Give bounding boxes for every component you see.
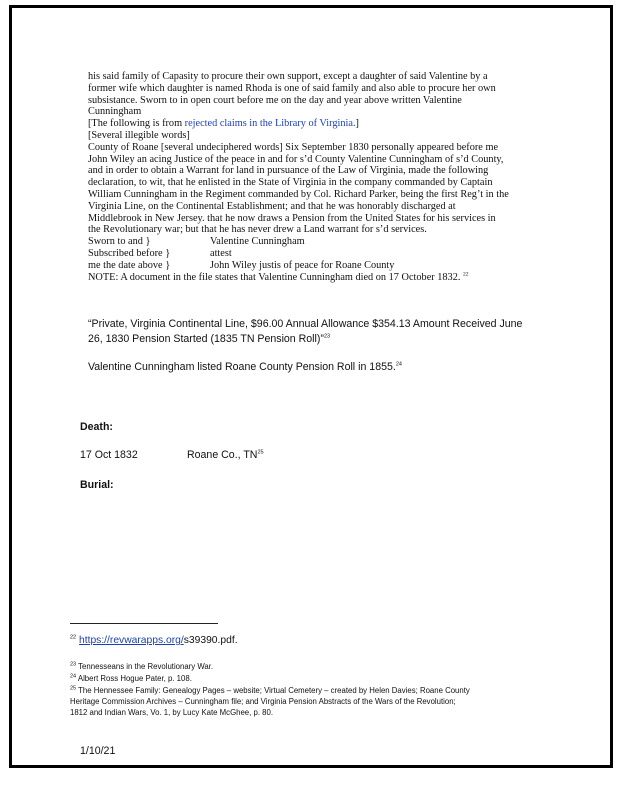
declaration-line: and in order to obtain a Warrant for land in pursuance of the Law of Virginia, made the following [88,165,489,177]
quote-line: “Private, Virginia Continental Line, $96.00 Annual Allowance $354.13 Amount Received June [88,318,523,330]
footnote-ref[interactable]: 23 [323,333,331,340]
letter-line: subsistance. Sworn to in open court before me on the day and year above written Valentine [88,94,462,106]
signature-row [88,236,540,248]
note-line [88,272,540,284]
footnote-ref[interactable]: 22 [463,271,469,278]
burial-heading: Burial: [80,479,114,491]
death-date: 17 Oct 1832 [80,449,138,461]
rejected-claims-line [88,118,540,130]
signature-right: John Wiley justis of peace for Roane County [210,259,395,271]
letter-line: Cunningham [88,106,142,118]
illegible-line: [Several illegible words] [88,129,190,141]
rejected-prefix: [The following is from [88,118,185,130]
footnote-22 [70,634,540,647]
footnote-ref[interactable]: 25 [257,449,264,456]
footnote-25-line: 1812 and Indian Wars, Vo. 1, by Lucy Kate McGhee, p. 80. [70,708,273,717]
footnote-25-text: The Hennessee Family: Genealogy Pages – website; Virtual Cemetery – created by Helen Davies; Roane County [78,686,470,695]
footnote-number: 23 [70,661,77,668]
declaration-line: the Revolutionary war; but that he has never drew a Land warrant for s’d services. [88,224,427,236]
signature-right: Valentine Cunningham [210,236,305,248]
pension-roll-text: Valentine Cunningham listed Roane County Pension Roll in 1855. [88,361,396,373]
footnote-24-text: Albert Ross Hogue Pater, p. 108. [77,674,192,683]
page-date: 1/10/21 [80,745,116,757]
footnote-24 [70,673,540,684]
note-text: NOTE: A document in the file states that Valentine Cunningham died on 17 October 1832. [88,271,461,283]
letter-line: former wife which daughter is named Rhoda is one of said family and also able to procure her own [88,82,496,94]
transcription-block [88,71,540,283]
declaration-line: John Wiley an acing Justice of the peace in and for s’d County Valentine Cunningham of s’d County, [88,153,504,165]
declaration-line: declaration, to wit, that he enlisted in the State of Virginia in the company commanded by Captain [88,177,493,189]
footnote-separator [70,623,218,624]
letter-line: his said family of Capasity to procure their own support, except a daughter of said Valentine by a [88,71,488,82]
footnote-number: 24 [70,673,77,680]
death-place-text: Roane Co., TN [187,449,258,461]
footnote-22-rest: s39390.pdf. [183,635,238,646]
signature-row [88,260,540,272]
declaration-line: William Cunningham in the Regiment commanded by Col. Richard Parker, being the first Reg’t in the [88,188,509,200]
pension-quote [88,317,548,347]
footnote-25-line [70,685,540,696]
signature-left: me the date above } [88,259,171,271]
revwarapps-link[interactable]: https://revwarapps.org/ [79,635,184,646]
footnote-25 [70,685,540,718]
pension-roll-line [88,360,548,375]
rejected-claims-link[interactable]: rejected claims in the Library of Virginia. [184,118,356,130]
rejected-suffix: ] [355,118,359,130]
death-heading: Death: [80,421,113,433]
quote-text: 26, 1830 Pension Started (1835 TN Pension Roll)” [88,333,324,345]
footnote-number: 25 [70,685,77,692]
declaration-line: Virginia Line, on the Continental Establishment; and that he was honorably discharged at [88,200,456,212]
quote-line [88,332,548,347]
signature-left: Subscribed before } [88,247,171,259]
death-place [187,449,264,461]
declaration-line: Middlebrook in New Jersey. that he now draws a Pension from the United States for his services in [88,212,496,224]
footnote-ref[interactable]: 24 [395,361,402,368]
footnote-number: 22 [70,634,77,641]
footnote-25-line: Heritage Commission Archives – Cunningham file; and Virginia Pension Abstracts of the Wars of the Revolution; [70,697,456,706]
footnote-23 [70,661,540,672]
signature-row [88,248,540,260]
signature-right: attest [210,247,232,259]
signature-left: Sworn to and } [88,236,151,248]
footnote-23-text: Tennesseans in the Revolutionary War. [78,662,214,671]
declaration-line: County of Roane [several undeciphered words] Six September 1830 personally appeared before me [88,141,499,153]
